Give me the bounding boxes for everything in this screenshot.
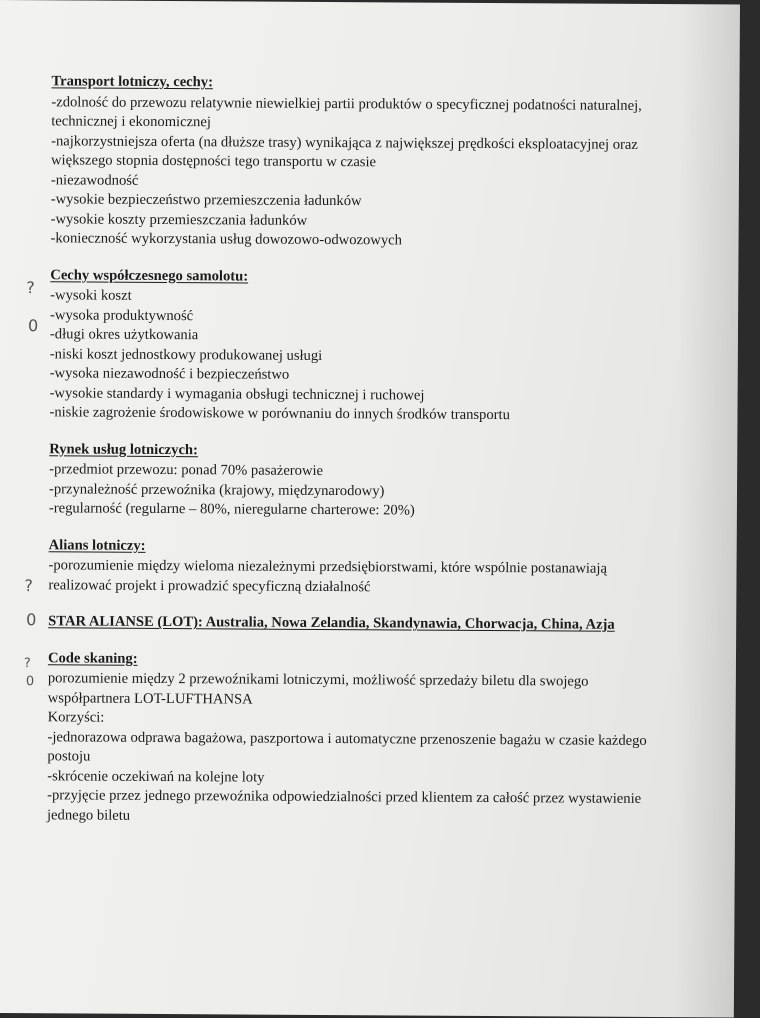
list-item: Korzyści: bbox=[47, 709, 105, 726]
document-body bbox=[47, 72, 652, 829]
margin-mark-circle: 0 bbox=[26, 610, 37, 630]
list-item: -niskie zagrożenie środowiskowe w porównaniu do innych środków transportu bbox=[49, 404, 510, 424]
margin-mark-question: ? bbox=[24, 576, 33, 596]
margin-mark-circle: 0 bbox=[25, 674, 35, 690]
list-item: -wysokie bezpieczeństwo przemieszczenia ładunków bbox=[50, 191, 362, 210]
section-code-skaning bbox=[47, 649, 648, 829]
margin-mark-question: ? bbox=[26, 278, 35, 298]
list-item: porozumienie między 2 przewoźnikami lotniczymi, możliwość sprzedaży biletu dla swojego współpartnera LOT-LUFTHANSA bbox=[47, 670, 589, 708]
list-item: -przynależność przewoźnika (krajowy, międzynarodowy) bbox=[48, 480, 385, 499]
list-item: -przedmiot przewozu: ponad 70% pasażerowie bbox=[49, 461, 324, 479]
list-item: -wysokie standardy i wymagania obsługi technicznej i ruchowej bbox=[49, 384, 425, 404]
list-item: -skrócenie oczekiwań na kolejne loty bbox=[47, 767, 265, 786]
section-heading: Cechy współczesnego samolotu: bbox=[50, 266, 249, 285]
list-item: -konieczność wykorzystania usług dowozowo-odwozowych bbox=[50, 230, 402, 249]
list-item: -porozumienie między wieloma niezależnymi przedsiębiorstwami, które wspólnie postanawiają realizować projekt i prowadzić specyficzną działalność bbox=[48, 557, 608, 595]
list-item: -wysoka niezawodność i bezpieczeństwo bbox=[49, 365, 290, 383]
section-list bbox=[49, 460, 649, 522]
section-list bbox=[47, 669, 648, 829]
section-alians-lotniczy bbox=[48, 536, 648, 599]
section-heading: Transport lotniczy, cechy: bbox=[51, 73, 214, 91]
list-item: -wysoki koszt bbox=[50, 287, 132, 304]
section-rynek-uslug bbox=[49, 440, 649, 523]
section-heading: STAR ALIANSE (LOT): Australia, Nowa Zelandia, Skandynawia, Chorwacja, China, Azja bbox=[48, 613, 615, 633]
section-transport-lotniczy bbox=[50, 72, 651, 252]
section-heading: Code skaning: bbox=[47, 649, 138, 667]
list-item: -zdolność do przewozu relatywnie niewielkiej partii produktów o specyficznej podatności naturalnej, technicznej i ekonomicznej bbox=[51, 93, 642, 131]
section-star-alianse bbox=[48, 612, 648, 635]
margin-mark-question: ? bbox=[23, 656, 31, 672]
list-item: -niski koszt jednostkowy produkowanej usługi bbox=[49, 345, 323, 364]
list-item: -najkorzystniejsza oferta (na dłuższe trasy) wynikająca z największej prędkości eksploatacyjnej oraz większego stopnia dostępności tego transportu w czasie bbox=[50, 132, 638, 171]
list-item: -długi okres użytkowania bbox=[49, 326, 199, 344]
margin-mark-circle: 0 bbox=[27, 316, 39, 336]
list-item: -regularność (regularne – 80%, nieregularne charterowe: 20%) bbox=[48, 500, 415, 519]
section-cechy-samolotu bbox=[49, 266, 650, 427]
section-heading: Rynek usług lotniczych: bbox=[49, 440, 198, 458]
section-list bbox=[50, 93, 651, 253]
section-list bbox=[49, 286, 650, 426]
list-item: -wysokie koszty przemieszczania ładunków bbox=[50, 210, 308, 229]
list-item: -przyjęcie przez jednego przewoźnika odpowiedzialności przed klientem za całość przez wystawienie jednego biletu bbox=[46, 787, 642, 824]
list-item: -niezawodność bbox=[50, 171, 139, 189]
list-item: -wysoka produktywność bbox=[50, 306, 194, 324]
section-list bbox=[48, 556, 648, 599]
list-item: -jednorazowa odprawa bagażowa, paszportowa i automatyczne przenoszenie bagażu w czasie każdego postoju bbox=[47, 728, 647, 765]
section-heading: Alians lotniczy: bbox=[48, 536, 146, 554]
